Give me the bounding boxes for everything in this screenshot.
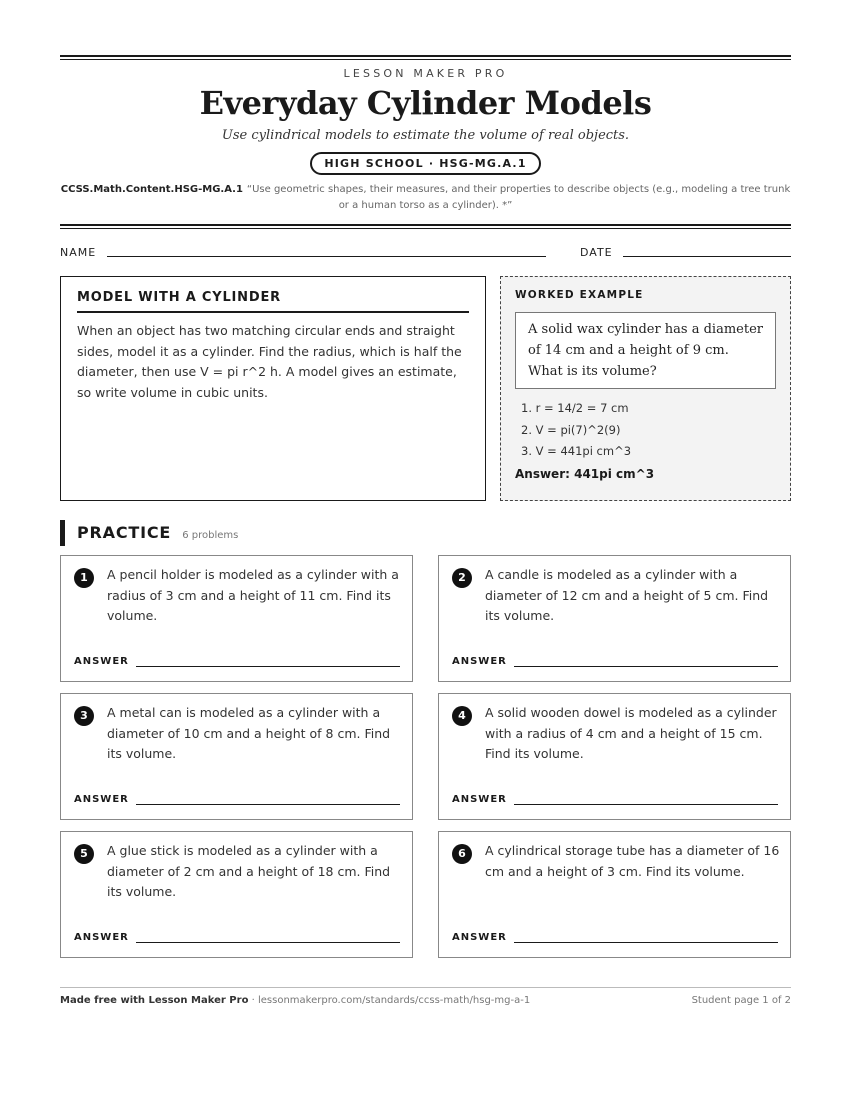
- answer-label: ANSWER: [452, 794, 507, 805]
- answer-label: ANSWER: [452, 932, 507, 943]
- page-title: Everyday Cylinder Models: [199, 84, 652, 122]
- model-body: When an object has two matching circular ends and straight sides, model it as a cylinder. Find the radius, which is half the diameter, then use V = pi r^2 h. A model gives an estimate, so write volume in cubic units.: [77, 323, 462, 400]
- problem-text: A metal can is modeled as a cylinder with a diameter of 10 cm and a height of 8 cm. Find its volume.: [107, 705, 391, 761]
- problem-number: 1: [74, 568, 94, 588]
- badge-wrapper: [60, 152, 791, 175]
- name-field[interactable]: [107, 256, 546, 257]
- practice-count: 6 problems: [182, 530, 239, 541]
- brand-name: LESSON MAKER PRO: [343, 67, 508, 80]
- answer-label: ANSWER: [74, 794, 129, 805]
- problem-text: A candle is modeled as a cylinder with a diameter of 12 cm and a height of 5 cm. Find its volume.: [485, 567, 769, 623]
- footer-url[interactable]: · lessonmakerpro.com/standards/ccss-math/hsg-mg-a-1: [248, 995, 531, 1006]
- problem-text: A pencil holder is modeled as a cylinder with a radius of 3 cm and a height of 11 cm. Find its volume.: [107, 567, 399, 623]
- worked-example-question: A solid wax cylinder has a diameter of 14 cm and a height of 9 cm. What is its volume?: [515, 312, 776, 389]
- problem-card: [60, 831, 413, 958]
- problem-card: [438, 831, 791, 958]
- page-number: Student page 1 of 2: [691, 995, 791, 1006]
- answer-field[interactable]: [514, 942, 778, 943]
- answer-field[interactable]: [136, 666, 400, 667]
- answer-field[interactable]: [136, 942, 400, 943]
- footer: [60, 995, 791, 1006]
- problem-card: [60, 555, 413, 682]
- footer-credit: Made free with Lesson Maker Pro: [60, 995, 249, 1006]
- model-heading: MODEL WITH A CYLINDER: [77, 290, 469, 313]
- answer-label: ANSWER: [452, 656, 507, 667]
- problem-card: [60, 693, 413, 820]
- problem-text: A glue stick is modeled as a cylinder with a diameter of 2 cm and a height of 18 cm. Find its volume.: [107, 843, 391, 899]
- answer-label: ANSWER: [74, 932, 129, 943]
- worked-example-label: WORKED EXAMPLE: [515, 289, 644, 301]
- standard-code: CCSS.Math.Content.HSG-MG.A.1: [60, 184, 243, 195]
- problem-card: [438, 693, 791, 820]
- practice-section-heading: [60, 520, 238, 546]
- problem-number: 4: [452, 706, 472, 726]
- problem-card: [438, 555, 791, 682]
- date-field[interactable]: [623, 256, 791, 257]
- answer-field[interactable]: [136, 804, 400, 805]
- problem-number: 5: [74, 844, 94, 864]
- worked-example-box: [500, 276, 791, 501]
- model-explanation-box: [60, 276, 486, 501]
- top-double-rule: [60, 55, 791, 60]
- worked-example-step: 3. V = 441pi cm^3: [521, 444, 632, 458]
- answer-field[interactable]: [514, 666, 778, 667]
- worked-example-steps: [521, 398, 776, 463]
- answer-field[interactable]: [514, 804, 778, 805]
- problem-number: 2: [452, 568, 472, 588]
- answer-label: ANSWER: [74, 656, 129, 667]
- page-subtitle: Use cylindrical models to estimate the volume of real objects.: [221, 128, 630, 143]
- worked-example-step: 1. r = 14/2 = 7 cm: [521, 401, 629, 415]
- name-date-row: [60, 246, 791, 260]
- practice-title: PRACTICE: [77, 523, 172, 542]
- problem-number: 6: [452, 844, 472, 864]
- header-bottom-rule: [60, 224, 791, 229]
- grade-standard-badge: HIGH SCHOOL · HSG-MG.A.1: [310, 152, 540, 175]
- standard-description: [60, 182, 791, 214]
- problem-number: 3: [74, 706, 94, 726]
- worked-example-answer: Answer: 441pi cm^3: [515, 466, 655, 481]
- date-label: DATE: [580, 246, 613, 259]
- problem-text: A solid wooden dowel is modeled as a cylinder with a radius of 4 cm and a height of 15 cm. Find its volume.: [485, 705, 777, 761]
- footer-divider: [60, 987, 791, 988]
- name-label: NAME: [60, 246, 97, 259]
- standard-text: “Use geometric shapes, their measures, and their properties to describe objects (e.g., modeling a tree trunk or a human torso as a cylinder). *”: [246, 184, 791, 211]
- problem-text: A cylindrical storage tube has a diameter of 16 cm and a height of 3 cm. Find its volume.: [485, 843, 780, 879]
- worked-example-step: 2. V = pi(7)^2(9): [521, 422, 621, 437]
